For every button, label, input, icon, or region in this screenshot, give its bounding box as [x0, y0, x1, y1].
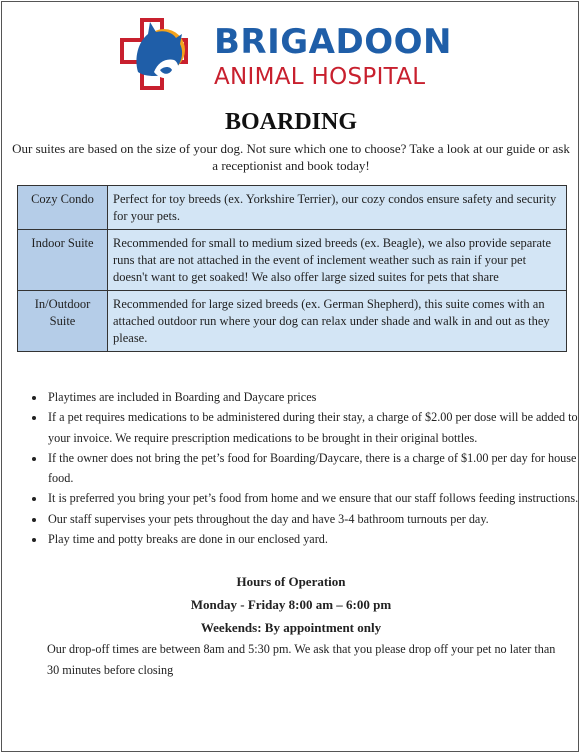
- weekday-hours: Monday - Friday 8:00 am – 6:00 pm: [190, 597, 392, 612]
- weekend-hours: Weekends: By appointment only: [200, 620, 382, 635]
- suites-table: [17, 185, 567, 352]
- suite-description: Perfect for toy breeds (ex. Yorkshire Terrier), our cozy condos ensure safety and security for your pets.: [108, 186, 567, 230]
- page-title: BOARDING: [224, 109, 357, 135]
- intro-text: Our suites are based on the size of your dog. Not sure which one to choose? Take a look at our guide or ask a receptionist and book today!: [12, 141, 570, 173]
- suite-name: In/Outdoor Suite: [18, 291, 108, 352]
- header: [118, 12, 468, 98]
- suite-name: Indoor Suite: [18, 230, 108, 291]
- list-item: • If a pet requires medications to be administered during their stay, a charge of $2.00 per dose will be added to your invoice. We require prescription medications to be brought in their original bottles.: [46, 407, 582, 448]
- hours-heading: Hours of Operation: [236, 574, 346, 589]
- list-item: • Play time and potty breaks are done in our enclosed yard.: [46, 529, 582, 549]
- cross-with-cat-and-dog-icon: [118, 14, 192, 94]
- suite-description: Recommended for small to medium sized breeds (ex. Beagle), we also provide separate runs that are not attached in the event of inclement weather such as rain if your pet doesn't want to get soaked! We also offer large sized suites for pets that share: [108, 230, 567, 291]
- brand-name: BRIGADOON: [214, 22, 452, 62]
- suite-description: Recommended for large sized breeds (ex. German Shepherd), this suite comes with an attached outdoor run where your dog can relax under shade and walk in and out as they please.: [108, 291, 567, 352]
- dropoff-note: Our drop-off times are between 8am and 5:30 pm. We ask that you please drop off your pet no later than 30 minutes before closing: [47, 642, 556, 677]
- suite-name: Cozy Condo: [18, 186, 108, 230]
- policies-list: [26, 387, 582, 549]
- table-row: [18, 186, 567, 230]
- flyer-page: [1, 1, 579, 752]
- list-item: • It is preferred you bring your pet’s food from home and we ensure that our staff follows feeding instructions.: [46, 488, 582, 508]
- list-item: • If the owner does not bring the pet’s food for Boarding/Daycare, there is a charge of $1.00 per day for house food.: [46, 448, 582, 489]
- table-row: [18, 230, 567, 291]
- list-item: • Playtimes are included in Boarding and Daycare prices: [46, 387, 582, 407]
- table-row: [18, 291, 567, 352]
- list-item: • Our staff supervises your pets throughout the day and have 3-4 bathroom turnouts per day.: [46, 509, 582, 529]
- brand-subtitle: ANIMAL HOSPITAL: [214, 64, 426, 90]
